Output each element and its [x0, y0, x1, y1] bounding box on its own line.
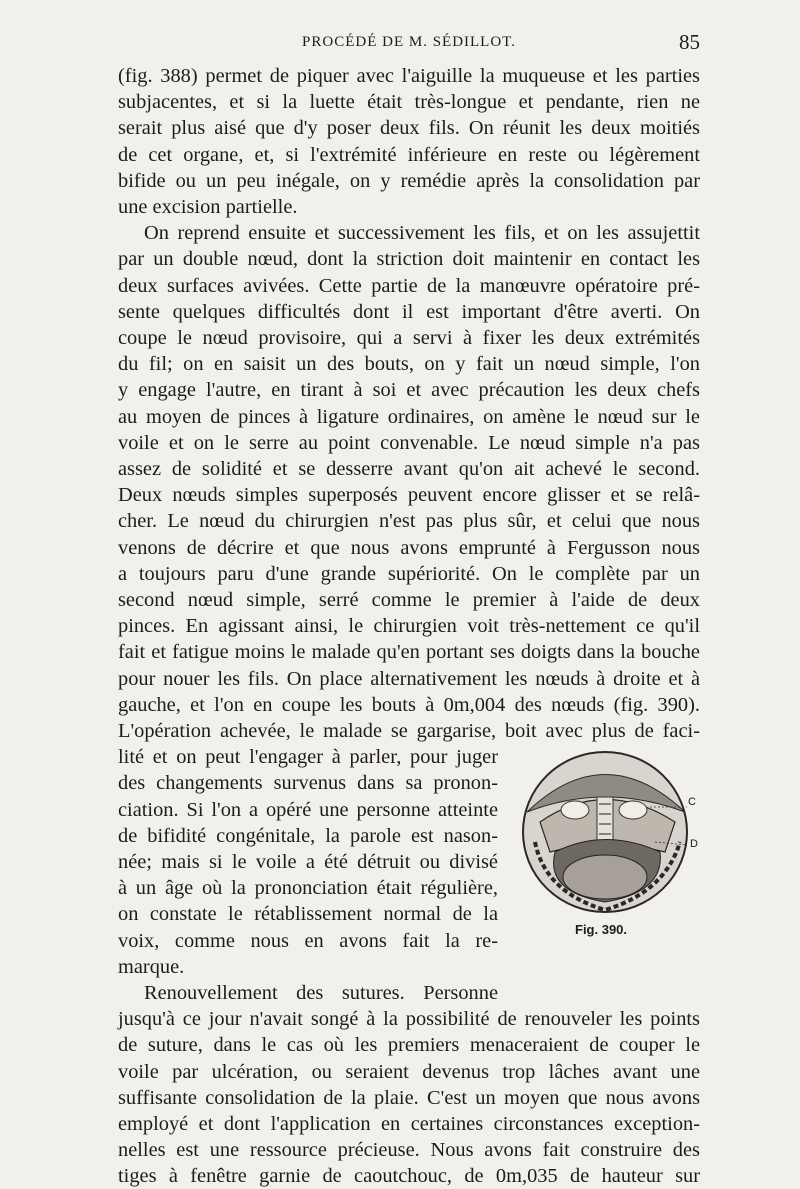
text-line: on constate le rétablissement normal de la: [118, 903, 498, 926]
text-line: une excision partielle.: [118, 196, 298, 218]
figure-390-mouth: [515, 742, 700, 922]
text-line: deux surfaces avivées. Cette partie de la manœuvre opératoire pré-: [118, 274, 700, 297]
text-line: lité et on peut l'engager à parler, pour juger: [118, 746, 498, 769]
figure-caption: Fig. 390.: [575, 922, 628, 937]
text-line: du fil; on en saisit un des bouts, on y fait un nœud simple, l'on: [118, 353, 700, 376]
text-line: marque.: [118, 955, 185, 978]
text-line: de suture, dans le cas où les premiers menaceraient de couper le: [118, 1034, 700, 1057]
text-line: venons de décrire et que nous avons emprunté à Fergusson nous: [118, 536, 700, 559]
text-line: des changements survenus dans sa pronon-: [118, 772, 498, 795]
text-line: (fig. 388) permet de piquer avec l'aiguille la muqueuse et les parties: [118, 65, 700, 87]
text-line: de cet organe, et, si l'extrémité inférieure en reste ou légèrement: [118, 143, 700, 166]
text-line: au moyen de pinces à ligature ordinaires, on amène le nœud sur le: [118, 405, 700, 428]
page-number: 85: [679, 30, 700, 54]
text-line: à un âge où la prononciation était régulière,: [118, 877, 498, 900]
text-line: gauche, et l'on en coupe les bouts à 0m,004 des nœuds (fig. 390).: [118, 693, 700, 716]
text-line: voile par ulcération, ou seraient devenus trop lâches avant une: [118, 1060, 700, 1083]
text-line: nelles est une ressource précieuse. Nous avons fait construire des: [118, 1139, 700, 1162]
text-line: y engage l'autre, en tirant à soi et avec précaution les deux chefs: [118, 379, 700, 402]
text-line: voile et on le serre au point convenable. Le nœud simple n'a pas: [118, 431, 700, 454]
text-line: a toujours paru d'une grande supériorité. On le complète par un: [118, 562, 700, 585]
text-line: cher. Le nœud du chirurgien n'est pas plus sûr, et celui que nous: [118, 510, 700, 533]
text-line: second nœud simple, serré comme le premier à l'aide de deux: [118, 589, 700, 611]
text-line: serait plus aisé que d'y poser deux fils. On réunit les deux moitiés: [118, 117, 700, 140]
text-line: On reprend ensuite et successivement les fils, et on les assujettit: [144, 222, 700, 245]
text-line: de bifidité congénitale, la parole est nason-: [118, 824, 498, 847]
open-mouth-engraving-icon: [523, 752, 687, 912]
text-line: subjacentes, et si la luette était très-longue et pendante, rien ne: [118, 91, 700, 114]
text-line: tiges à fenêtre garnie de caoutchouc, de 0m,035 de hauteur sur: [118, 1165, 700, 1188]
text-line: coupe le nœud provisoire, qui a servi à fixer les deux extrémités: [118, 327, 700, 349]
text-line: employé et dont l'application en certaines circonstances exception-: [118, 1113, 700, 1135]
text-line: née; mais si le voile a été détruit ou divisé: [118, 851, 498, 873]
text-line: sente quelques difficultés dont il est important d'être averti. On: [118, 300, 700, 323]
text-line: ciation. Si l'on a opéré une personne atteinte: [118, 798, 498, 821]
text-line: pour nouer les fils. On place alternativement les nœuds à droite et à: [118, 667, 700, 690]
text-line: suffisante consolidation de la plaie. C'est un moyen que nous avons: [118, 1086, 700, 1109]
text-line: pinces. En agissant ainsi, le chirurgien voit très-nettement ce qu'il: [118, 615, 700, 638]
text-line: fait et fatigue moins le malade qu'en portant ses doigts dans la bouche: [118, 641, 700, 664]
figure-label-c: C: [688, 796, 696, 808]
text-line: Deux nœuds simples superposés peuvent encore glisser et se relâ-: [118, 484, 700, 507]
text-line: Renouvellement des sutures. Personne: [144, 982, 498, 1004]
figure-label-d: D: [690, 838, 698, 850]
text-line: par un double nœud, dont la striction doit maintenir en contact les: [118, 248, 700, 271]
text-line: bifide ou un peu inégale, on y remédie après la consolidation par: [118, 169, 700, 192]
running-title: PROCÉDÉ DE M. SÉDILLOT.: [302, 34, 516, 50]
text-line: L'opération achevée, le malade se gargarise, boit avec plus de faci-: [118, 720, 700, 742]
running-header: [118, 30, 700, 60]
text-line: voix, comme nous en avons fait la re-: [118, 929, 498, 952]
text-line: jusqu'à ce jour n'avait songé à la possibilité de renouveler les points: [118, 1008, 700, 1031]
text-line: assez de solidité et se desserre avant qu'on ait achevé le second.: [118, 458, 700, 480]
